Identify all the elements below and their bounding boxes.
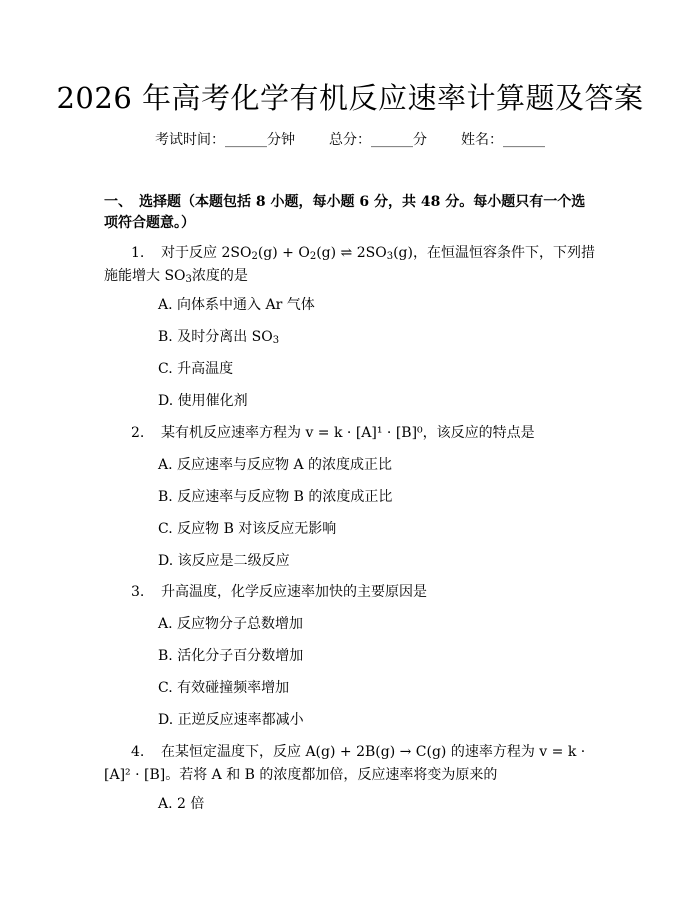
question-stem: 某有机反应速率方程为 v = k · [A]¹ · [B]⁰，该反应的特点是 bbox=[161, 425, 535, 441]
question-4 bbox=[104, 741, 596, 787]
question-2 bbox=[104, 422, 596, 445]
question-2-option-a[interactable]: A. 反应速率与反应物 A 的浓度成正比 bbox=[158, 457, 393, 473]
question-number: 4. bbox=[131, 744, 145, 760]
question-3-option-d[interactable]: D. 正逆反应速率都减小 bbox=[158, 712, 304, 728]
question-1-option-c[interactable]: C. 升高温度 bbox=[158, 361, 234, 377]
total-score-field: 总分：______分 bbox=[329, 132, 427, 148]
question-number: 3. bbox=[131, 584, 145, 600]
document-title: 2026 年高考化学有机反应速率计算题及答案 bbox=[56, 81, 644, 115]
question-3-option-c[interactable]: C. 有效碰撞频率增加 bbox=[158, 680, 290, 696]
question-1 bbox=[104, 242, 596, 288]
question-stem: 在某恒定温度下，反应 A(g) + 2B(g) → C(g) 的速率方程为 v = k · [A]² · [B]。若将 A 和 B 的浓度都加倍，反应速率将变为原来的 bbox=[104, 744, 586, 783]
question-1-option-a[interactable]: A. 向体系中通入 Ar 气体 bbox=[158, 297, 315, 313]
question-3 bbox=[104, 581, 596, 604]
question-1-option-d[interactable]: D. 使用催化剂 bbox=[158, 393, 248, 409]
question-2-option-d[interactable]: D. 该反应是二级反应 bbox=[158, 553, 290, 569]
exam-time-field: 考试时间：______分钟 bbox=[155, 132, 295, 148]
question-3-option-a[interactable]: A. 反应物分子总数增加 bbox=[158, 616, 304, 632]
question-1-option-b[interactable]: B. 及时分离出 $SO_3$ bbox=[158, 329, 280, 346]
question-3-option-b[interactable]: B. 活化分子百分数增加 bbox=[158, 648, 304, 664]
question-2-option-b[interactable]: B. 反应速率与反应物 B 的浓度成正比 bbox=[158, 489, 393, 505]
question-2-option-c[interactable]: C. 反应物 B 对该反应无影响 bbox=[158, 521, 337, 537]
question-number: 1. bbox=[131, 245, 145, 261]
student-name-field: 姓名：______ bbox=[461, 132, 545, 148]
section-number: 一、 bbox=[104, 194, 132, 210]
question-stem: 对于反应 $2SO_2(g) + O_2(g)$ ⇌ $2SO_3(g)$，在恒温恒容条件下，下列措施能增大 $SO_3$浓度的是 bbox=[104, 245, 595, 285]
question-number: 2. bbox=[131, 425, 145, 441]
exam-info-line bbox=[0, 129, 700, 151]
section-title: 选择题（本题包括 8 小题，每小题 6 分，共 48 分。每小题只有一个选项符合题意。） bbox=[104, 194, 586, 231]
question-4-option-a[interactable]: A. 2 倍 bbox=[158, 796, 205, 812]
question-stem: 升高温度，化学反应速率加快的主要原因是 bbox=[161, 584, 427, 600]
section-heading bbox=[104, 192, 594, 234]
